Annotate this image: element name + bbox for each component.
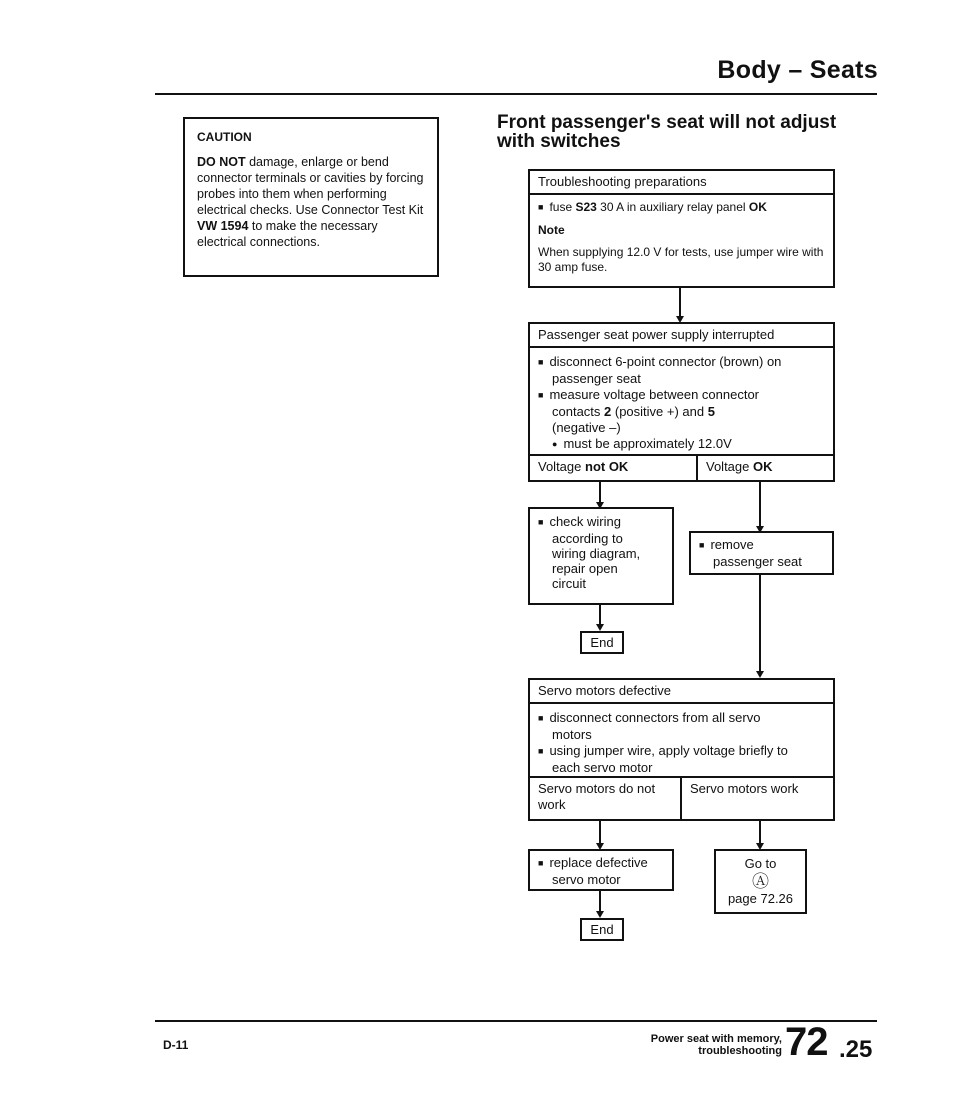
servo-box <box>528 678 835 821</box>
prep-fuse-mid: 30 A in auxiliary relay panel <box>596 200 749 214</box>
check-wiring-l4: repair open <box>552 561 618 576</box>
supply-step-2: ■ measure voltage between connector <box>538 387 825 404</box>
supply-contact-5: 5 <box>707 404 715 419</box>
prep-fuse-id: S23 <box>575 200 597 214</box>
arrow-down-icon <box>756 671 764 678</box>
section-title: Front passenger's seat will not adjust with switches <box>497 112 837 152</box>
footer-code: D-11 <box>163 1038 189 1052</box>
check-wiring-l2: according to <box>552 531 623 546</box>
caution-text <box>197 154 427 250</box>
end-box-1: End <box>580 631 624 654</box>
servo-outcome-work: Servo motors work <box>690 781 799 796</box>
arrow-down-icon <box>596 624 604 631</box>
connector-line <box>679 288 681 318</box>
footer-caption <box>642 1033 782 1057</box>
servo-step-1: ■ disconnect connectors from all servo <box>538 710 825 727</box>
prep-box <box>528 169 835 288</box>
remove-seat-box <box>689 531 834 575</box>
connector-line <box>599 482 601 504</box>
replace-motor-box <box>528 849 674 891</box>
supply-step-2-cont <box>538 404 825 420</box>
page-header-title: Body – Seats <box>717 56 878 84</box>
servo-outcome-fail: Servo motors do not work <box>530 778 682 819</box>
servo-header: Servo motors defective <box>530 680 833 704</box>
supply-contacts-label: contacts <box>552 404 605 419</box>
supply-contacts-mid: (positive +) and <box>611 404 708 419</box>
end-box-2: End <box>580 918 624 941</box>
footer-divider <box>155 1020 877 1022</box>
supply-outcome-ok <box>698 456 781 480</box>
prep-note-title: Note <box>538 223 565 237</box>
servo-step-1-cont: motors <box>552 727 592 742</box>
supply-box <box>528 322 835 482</box>
connector-line <box>759 821 761 845</box>
connector-line <box>599 821 601 845</box>
supply-step-1: ■ disconnect 6-point connector (brown) on <box>538 354 825 371</box>
supply-ok-label: OK <box>753 459 773 474</box>
remove-seat-l1: ■ remove <box>699 537 824 554</box>
goto-page: page 72.26 <box>727 891 794 906</box>
check-wiring-box <box>528 507 674 605</box>
footer-caption-2: troubleshooting <box>698 1045 782 1057</box>
supply-header: Passenger seat power supply interrupted <box>530 324 833 348</box>
connector-line <box>759 575 761 673</box>
replace-motor-l2: servo motor <box>552 872 621 887</box>
goto-label: Go to <box>744 856 777 871</box>
arrow-down-icon <box>596 911 604 918</box>
supply-check: ● must be approximately 12.0V <box>538 436 825 453</box>
caution-text-2: to make the necessary electrical connections. <box>197 219 378 249</box>
check-wiring-l3: wiring diagram, <box>552 546 641 561</box>
caution-text-1: damage, enlarge or bend connector terminals or cavities by forcing probes into them when performing electrical checks. Use Connector Test Kit <box>197 155 424 217</box>
caution-bold-2: VW 1594 <box>197 219 249 233</box>
remove-seat-l2: passenger seat <box>713 554 802 569</box>
supply-step-2-neg: (negative –) <box>552 420 621 435</box>
prep-fuse-pre: fuse <box>549 200 576 214</box>
page-number-sub: .25 <box>839 1036 873 1063</box>
prep-header: Troubleshooting preparations <box>530 171 833 195</box>
supply-outcome-not-ok <box>530 456 698 480</box>
supply-not-ok-label: not OK <box>585 459 629 474</box>
supply-contact-2: 2 <box>604 404 612 419</box>
supply-step-1-cont: passenger seat <box>552 371 641 386</box>
footer-caption-1: Power seat with memory, <box>650 1033 782 1045</box>
prep-note-text: When supplying 12.0 V for tests, use jumper wire with 30 amp fuse. <box>538 245 824 274</box>
servo-step-2-cont: each servo motor <box>552 760 653 775</box>
prep-fuse-ok: OK <box>748 200 767 214</box>
connector-line <box>599 891 601 913</box>
caution-box <box>183 117 439 277</box>
check-wiring-l1: ■ check wiring <box>538 514 664 531</box>
goto-box <box>714 849 807 914</box>
prep-fuse-item <box>538 200 825 216</box>
servo-step-2: ■ using jumper wire, apply voltage briefly to <box>538 743 825 760</box>
caution-bold-1: DO NOT <box>197 155 246 169</box>
connector-line <box>759 482 761 528</box>
supply-ok-pre: Voltage <box>706 459 753 474</box>
header-divider <box>155 93 877 95</box>
caution-title: CAUTION <box>197 130 252 144</box>
supply-not-ok-pre: Voltage <box>538 459 585 474</box>
check-wiring-l5: circuit <box>552 576 586 591</box>
page-number-main: 72 <box>785 1020 828 1064</box>
replace-motor-l1: ■ replace defective <box>538 855 664 872</box>
goto-symbol: Ⓐ <box>752 872 769 891</box>
